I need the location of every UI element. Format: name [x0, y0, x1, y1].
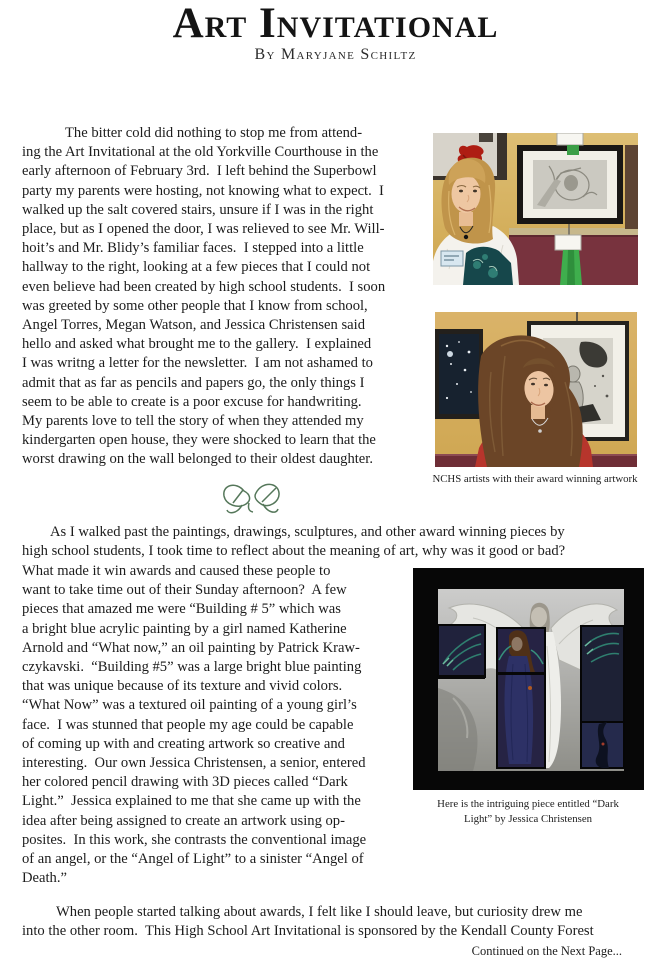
text-line: interesting. Our own Jessica Christensen, a senior, entered: [22, 755, 366, 772]
artwork-caption: [405, 797, 651, 827]
text-line: even believe had been created by high school students. I soon: [22, 278, 386, 295]
photos-caption: NCHS artists with their award winning artwork: [432, 473, 638, 485]
text-line: Death.”: [22, 870, 67, 887]
text-line: admit that as far as pencils and papers go, the only things I: [22, 374, 365, 391]
text-line: idea after being assigned to create an artwork using op-: [22, 812, 345, 829]
text-line: of coming up with and creating artwork so creative and: [22, 735, 345, 752]
text-line: into the other room. This High School Art Invitational is sponsored by the Kendall County Forest: [22, 923, 594, 940]
paragraph-2-intro: [22, 523, 565, 561]
text-line: As I walked past the paintings, drawings, sculptures, and other award winning pieces by: [50, 524, 565, 540]
text-line: The bitter cold did nothing to stop me from attend-: [65, 125, 363, 141]
text-line: of an angel, or the “Angel of Light” to a sinister “Angel of: [22, 851, 364, 868]
text-line: Light.” Jessica explained to me that she came up with the: [22, 793, 361, 810]
text-line: hello and asked what brought me to the gallery. I explained: [22, 336, 372, 353]
framed-drawing: [517, 145, 623, 224]
text-line: Light” by Jessica Christensen: [463, 813, 593, 825]
text-line: “What Now” was a textured oil painting of a young girl’s: [22, 697, 357, 714]
page-title: Art Invitational: [172, 0, 499, 47]
text-line: My parents love to tell the story of when they attended my: [22, 413, 364, 430]
artwork-dark-light: [413, 568, 644, 790]
text-line: that was unique because of its texture and vivid colors.: [22, 678, 343, 695]
text-line: face. I was stunned that people my age could be capable: [22, 716, 354, 733]
text-line: hallway to the right, looking at a few pieces that I could not: [22, 259, 371, 276]
paragraph-intro: [22, 124, 385, 470]
text-line: seem to be able to create is a poor excuse for handwriting.: [22, 393, 362, 410]
photo-artist-1-image: [433, 133, 638, 285]
article-header: [0, 2, 671, 63]
leaf-flourish-icon: [216, 475, 290, 519]
photo-artist-1: [433, 133, 638, 285]
text-line: a bright blue acrylic painting by a girl named Katherine: [22, 620, 347, 637]
text-line: czykavski. “Building #5” was a large bright blue painting: [22, 659, 362, 676]
byline: By Maryjane Schiltz: [254, 46, 417, 63]
photo-artist-2: [435, 312, 637, 467]
text-line: worst drawing on the wall belonged to their oldest daughter.: [22, 451, 373, 468]
text-line: was greeted by some other people that I know from school,: [22, 297, 368, 314]
text-line: want to take time out of their Sunday afternoon? A few: [22, 582, 347, 599]
text-line: posites. In this work, she contrasts the conventional image: [22, 831, 367, 848]
text-line: kindergarten open house, they were shocked to learn that the: [22, 432, 376, 449]
paragraph-2-body: [22, 562, 366, 888]
text-line: place, but as I opened the door, I was relieved to see Mr. Will-: [22, 221, 385, 238]
text-line: hoit’s and Mr. Blidy’s familiar faces. I stepped into a little: [22, 240, 364, 257]
text-line: her colored pencil drawing with 3D pieces called “Dark: [22, 774, 348, 791]
framed-art-left: [435, 329, 483, 419]
continued-note: Continued on the Next Page...: [471, 944, 622, 958]
text-line: Here is the intriguing piece entitled “Dark: [437, 798, 619, 810]
text-line: Arnold and “What now,” an oil painting by Patrick Kraw-: [22, 639, 360, 656]
text-line: Angel Torres, Megan Watson, and Jessica Christensen said: [22, 317, 365, 334]
text-line: high school students, I took time to reflect about the meaning of art, why was it good or bad?: [22, 543, 566, 560]
paragraph-closing: [22, 903, 594, 941]
text-line: early afternoon of February 3rd. I left behind the Superbowl: [22, 163, 377, 180]
photo-artist-2-image: [435, 312, 637, 467]
text-line: I was writng a letter for the newsletter. I am not ashamed to: [22, 355, 373, 372]
text-line: ing the Art Invitational at the old Yorkville Courthouse in the: [22, 144, 379, 161]
text-line: What made it win awards and caused these people to: [22, 563, 331, 579]
artwork-dark-light-image: [413, 568, 644, 790]
text-line: party my parents were hosting, not knowing what to expect. I: [22, 182, 384, 199]
text-line: When people started talking about awards, I felt like I should leave, but curiosity drew me: [56, 904, 583, 920]
text-line: walked up the salt covered stairs, unsure if I was in the right: [22, 201, 374, 218]
text-line: pieces that amazed me were “Building # 5” which was: [22, 601, 341, 618]
